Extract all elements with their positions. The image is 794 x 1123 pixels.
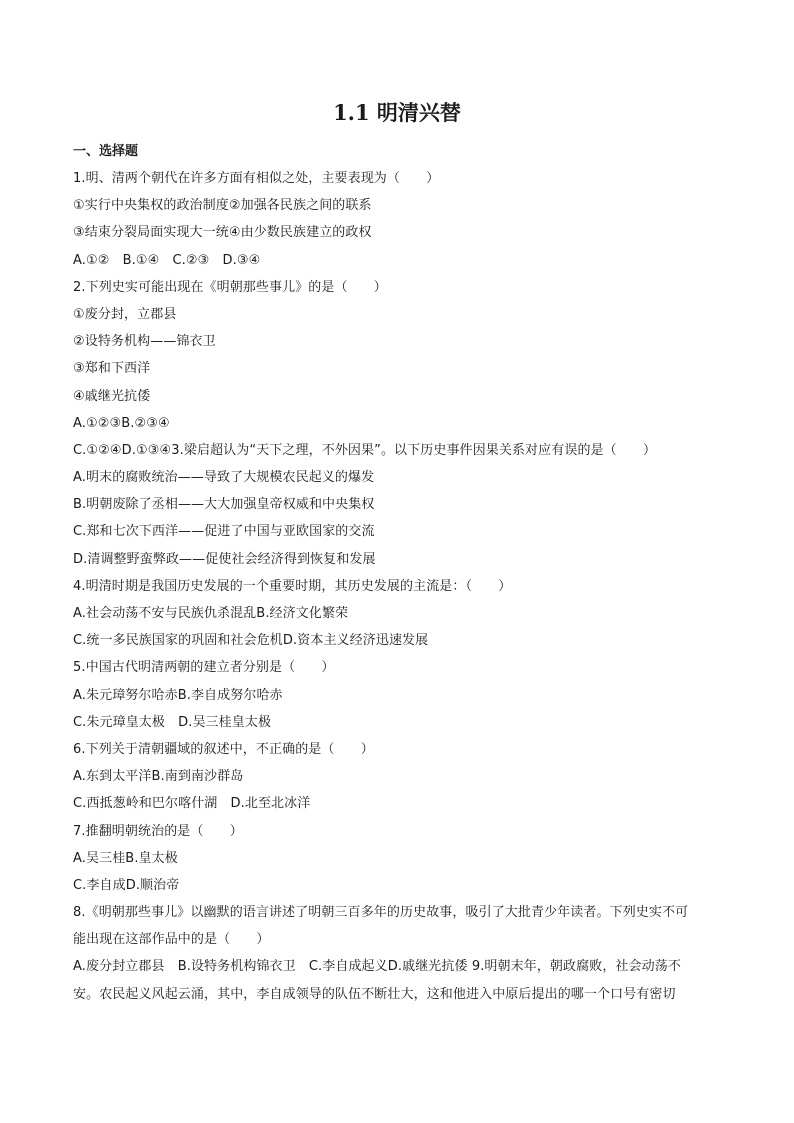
text-line: A.①② B.①④ C.②③ D.③④ <box>73 252 261 268</box>
text-line: A.废分封立郡县 B.设特务机构锦衣卫 C.李自成起义D.戚继光抗倭 9.明朝末年，朝政腐败，社会动荡不 <box>73 959 681 975</box>
text-line: A.东到太平洋B.南到南沙群岛 <box>73 769 244 785</box>
text-line: A.朱元璋努尔哈赤B.李自成努尔哈赤 <box>73 687 283 703</box>
text-line: B.明朝废除了丞相——大大加强皇帝权威和中央集权 <box>73 497 375 513</box>
text-line: ①废分封，立郡县 <box>73 306 177 322</box>
text-line: C.统一多民族国家的巩固和社会危机D.资本主义经济迅速发展 <box>73 633 429 649</box>
text-line: 5.中国古代明清两朝的建立者分别是（ ） <box>73 660 335 676</box>
text-line: C.①②④D.①③④3.梁启超认为“天下之理，不外因果”。以下历史事件因果关系对应有误的是（ ） <box>73 442 657 458</box>
text-line: 1.明、清两个朝代在许多方面有相似之处，主要表现为（ ） <box>73 171 440 186</box>
text-line: A.社会动荡不安与民族仇杀混乱B.经济文化繁荣 <box>73 606 349 621</box>
text-line: C.李自成D.顺治帝 <box>73 877 180 893</box>
text-line: D.清调整野蛮弊政——促使社会经济得到恢复和发展 <box>73 551 376 567</box>
section-heading: 一、选择题 <box>73 144 139 159</box>
text-line: A.①②③B.②③④ <box>73 415 170 431</box>
text-line: C.朱元璋皇太极 D.吴三桂皇太极 <box>73 714 272 730</box>
text-line: ①实行中央集权的政治制度②加强各民族之间的联系 <box>73 198 372 214</box>
page-title: 1.1 明清兴替 <box>333 100 461 125</box>
text-line: ③郑和下西洋 <box>73 361 151 377</box>
text-line: ②设特务机构——锦衣卫 <box>73 334 216 350</box>
text-line: A.明末的腐败统治——导致了大规模农民起义的爆发 <box>73 470 375 486</box>
text-line: C.西抵葱岭和巴尔喀什湖 D.北至北冰洋 <box>73 796 311 812</box>
text-line: A.吴三桂B.皇太极 <box>73 850 178 866</box>
text-line: 4.明清时期是我国历史发展的一个重要时期，其历史发展的主流是：（ ） <box>73 578 512 594</box>
text-line: 2.下列史实可能出现在《明朝那些事儿》的是（ ） <box>73 279 387 295</box>
text-line: 安。农民起义风起云涌，其中，李自成领导的队伍不断壮大，这和他进入中原后提出的哪一个口号有密切 <box>73 986 676 1002</box>
text-line: 能出现在这部作品中的是（ ） <box>73 932 270 948</box>
text-line: ③结束分裂局面实现大一统④由少数民族建立的政权 <box>73 225 372 241</box>
text-line: 6.下列关于清朝疆域的叙述中，不正确的是（ ） <box>73 741 374 757</box>
question-list <box>73 168 723 1011</box>
text-line: 7.推翻明朝统治的是（ ） <box>73 823 243 839</box>
text-line: C.郑和七次下西洋——促进了中国与亚欧国家的交流 <box>73 524 375 540</box>
text-line: ④戚继光抗倭 <box>73 388 151 404</box>
text-line: 8.《明朝那些事儿》以幽默的语言讲述了明朝三百多年的历史故事，吸引了大批青少年读者。下列史实不可 <box>73 905 689 921</box>
